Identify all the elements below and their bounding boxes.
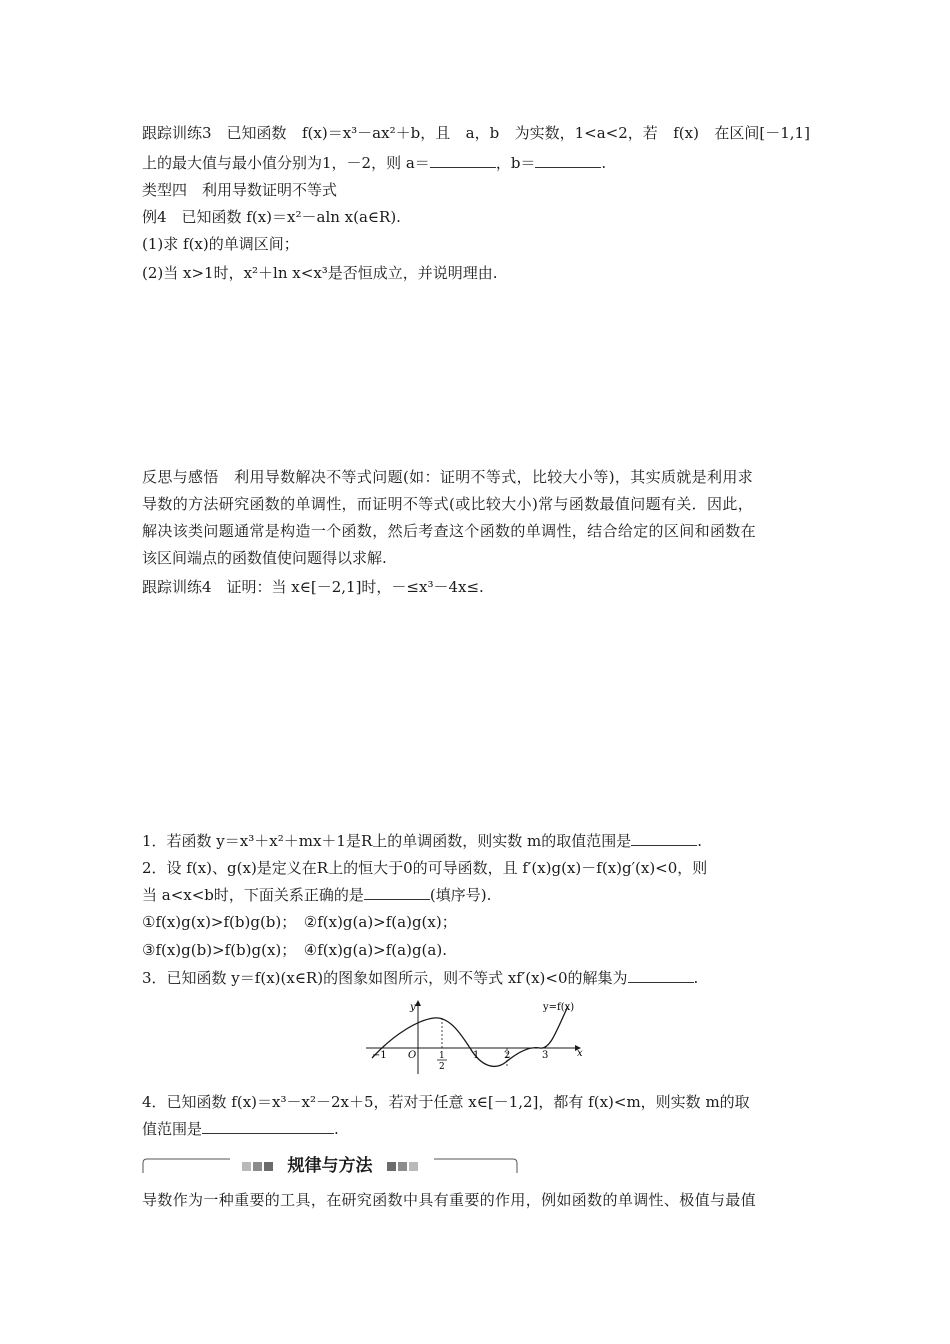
text-seg: f(x) <box>673 124 699 142</box>
methods-paragraph-line-1 <box>142 1190 810 1210</box>
text-seg: 上的最大值与最小值分别为1，－2，则 a＝ <box>142 154 430 172</box>
answer-blank[interactable] <box>631 831 697 846</box>
text-seg: 在区间[－1,1] <box>714 124 810 142</box>
half-denominator: 2 <box>439 1062 445 1072</box>
text-seg: . <box>693 969 699 987</box>
text-seg: 解决该类问题通常是构造一个函数，然后考查这个函数的单调性，结合给定的区间和函数在 <box>142 522 757 540</box>
question-4-line-2 <box>142 1119 339 1139</box>
text-seg: 值范围是 <box>142 1120 203 1138</box>
text-seg: . <box>601 154 607 172</box>
text-seg: 1．若函数 y＝x³＋x²＋mx＋1是R上的单调函数，则实数 m的取值范围是 <box>142 832 632 850</box>
answer-blank[interactable] <box>535 153 601 168</box>
text-seg: . <box>334 1120 339 1138</box>
exercise-4: 跟踪训练4 证明：当 x∈[－2,1]时，－≤x³－4x≤. <box>142 578 484 596</box>
text-seg: . <box>697 832 703 850</box>
banner-square <box>387 1162 396 1171</box>
reflection-line-4: 该区间端点的函数值使问题得以求解. <box>142 549 387 567</box>
answer-blank[interactable] <box>364 885 430 900</box>
curve-f <box>372 1006 568 1066</box>
banner-square <box>242 1162 251 1171</box>
function-graph <box>366 996 588 1076</box>
text-seg: a，b <box>465 124 500 142</box>
origin-label: O <box>408 1050 417 1061</box>
text-seg: 为实数，1<a<2，若 <box>514 124 658 142</box>
section-type-4-heading: 类型四 利用导数证明不等式 <box>142 181 338 199</box>
text-seg: 3．已知函数 y＝f(x)(x∈R)的图象如图所示，则不等式 xf′(x)<0的解集为 <box>142 969 628 987</box>
x-axis-label: x <box>577 1048 583 1059</box>
reflection-line-3 <box>142 521 810 541</box>
question-1 <box>142 831 702 851</box>
tick-label: −1 <box>372 1050 387 1061</box>
example-4-part-1: (1)求 f(x)的单调区间； <box>142 235 299 253</box>
curve-label: y=f(x) <box>543 1002 575 1013</box>
question-4-line-1 <box>142 1092 810 1112</box>
answer-blank[interactable] <box>430 153 496 168</box>
exercise-3-line-2 <box>142 153 606 173</box>
question-3 <box>142 968 698 988</box>
question-2-option-3-4: ③f(x)g(b)>f(b)g(x)； ④f(x)g(a)>f(a)g(a). <box>142 941 447 959</box>
question-2-line-2 <box>142 885 491 905</box>
text-seg: 导数作为一种重要的工具，在研究函数中具有重要的作用，例如函数的单调性、极值与最值 <box>142 1191 757 1209</box>
answer-blank[interactable] <box>202 1119 334 1134</box>
tick-label: 1 <box>473 1050 480 1061</box>
reflection-line-2 <box>142 494 810 514</box>
text-seg: 导数的方法研究函数的单调性，而证明不等式(或比较大小)常与函数最值问题有关．因此， <box>142 495 754 513</box>
banner-square <box>264 1162 273 1171</box>
text-seg: f(x)＝x³－ax²＋b，且 <box>301 124 451 142</box>
text-seg: (填序号). <box>429 886 492 904</box>
text-seg: ，b＝ <box>495 154 536 172</box>
question-2-option-1-2: ①f(x)g(x)>f(b)g(b)； ②f(x)g(a)>f(a)g(x)； <box>142 913 457 931</box>
exercise-3-line-1 <box>142 123 810 143</box>
text-seg: 4．已知函数 f(x)＝x³－x²－2x＋5，若对于任意 x∈[－1,2]，都有 f(x)<m，则实数 m的取 <box>142 1093 750 1111</box>
answer-blank[interactable] <box>628 968 694 983</box>
banner-square <box>409 1162 418 1171</box>
text-seg: 反思与感悟 利用导数解决不等式问题(如：证明不等式，比较大小等)，其实质就是利用求 <box>142 468 754 486</box>
y-axis-label: y <box>410 1002 416 1013</box>
question-2-line-1: 2．设 f(x)、g(x)是定义在R上的恒大于0的可导函数，且 f′(x)g(x)－f(x)g′(x)<0，则 <box>142 859 708 877</box>
half-numerator: 1 <box>439 1051 445 1061</box>
text-seg: 跟踪训练3 已知函数 <box>142 124 287 142</box>
banner-text: 规律与方法 <box>287 1156 373 1176</box>
tick-label: 2 <box>504 1050 511 1061</box>
reflection-line-1 <box>142 467 810 487</box>
example-4-part-2: (2)当 x>1时，x²＋ln x<x³是否恒成立，并说明理由. <box>142 264 498 282</box>
tick-label: 3 <box>542 1050 549 1061</box>
example-4-stem: 例4 已知函数 f(x)＝x²－aln x(a∈R). <box>142 208 401 226</box>
banner-title <box>0 1151 660 1176</box>
text-seg: 当 a<x<b时，下面关系正确的是 <box>142 886 364 904</box>
banner-square <box>398 1162 407 1171</box>
banner-square <box>253 1162 262 1171</box>
